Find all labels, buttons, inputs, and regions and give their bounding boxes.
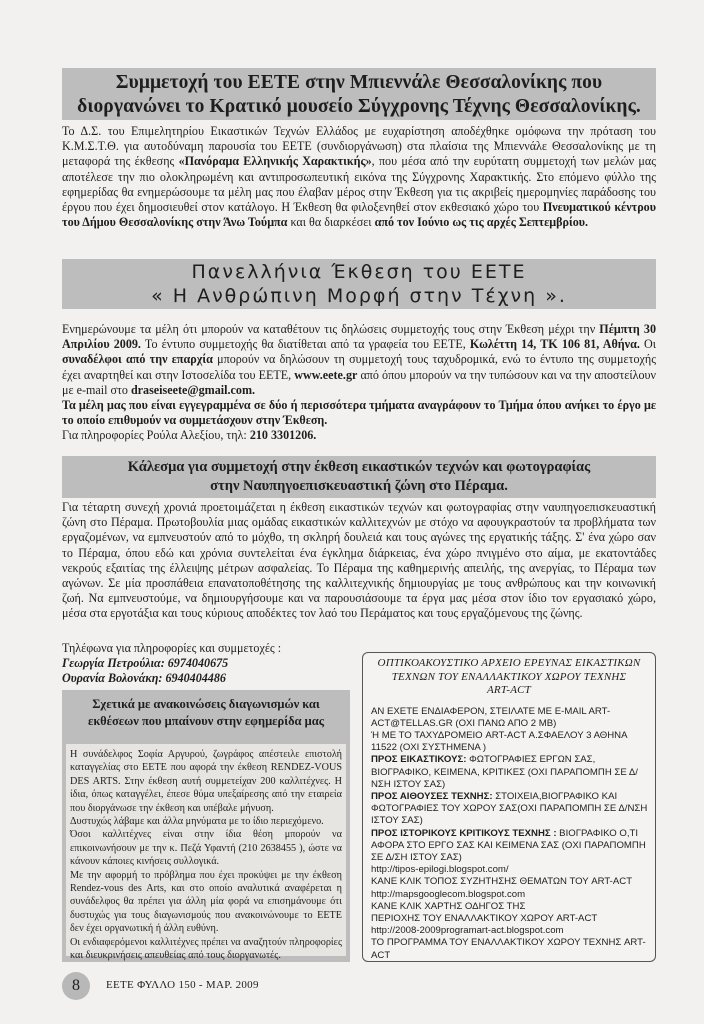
notice-paragraph: Όσοι καλλιτέχνες είναι στην ίδια θέση μπορούν να επικοινωνήσουν με την κ. Πεζά Υφαντή (210 2638455 ), ώστε να κάνουν κάποιες κινήσεις συλλογικά. [70,829,342,868]
footer-text: ΕΕΤΕ ΦΥΛΛΟ 150 - ΜΑΡ. 2009 [106,979,259,991]
art-act-link[interactable]: http://mapsgooglecom.blogspot.com [371,888,526,900]
exhibition-name: «Πανόραμα Ελληνικής Χαρακτικής» [178,154,372,169]
art-act-link-label: ΤΟ ΠΡΟΓΡΑΜΜΑ ΤΟΥ ΕΝΑΛΛΑΚΤΙΚΟΥ ΧΩΡΟΥ ΤΕΧΝΗΣ ART-ACT [371,937,646,961]
notice-paragraph: Οι ενδιαφερόμενοι καλλιτέχνες πρέπει να αναζητούν πληροφορίες και διευκρινήσεις απευθείας από τους διοργανωτές. [70,936,342,962]
section2-heading [62,259,656,309]
section2-text: Το έντυπο συμμετοχής θα διατίθεται από τα γραφεία του ΕΕΤΕ, [140,337,470,352]
art-act-line: ΦΩΤΟΓΡΑΦΙΕΣ ΕΡΓΩΝ ΣΑΣ, ΒΙΟΓΡΑΦΙΚΟ, ΚΕΙΜΕΝΑ, ΚΡΙΤΙΚΕΣ (ΟΧΙ ΠΑΡΑΠΟΜΠΗ ΣΕ Δ/ΝΣΗ ΙΣΤΟΥ ΣΑΣ) [371,754,638,790]
deadline-date: Πέμπτη 30 Απριλίου 2009. [62,322,656,352]
notice-box [62,690,350,962]
notice-title [62,690,350,738]
notice-body [66,744,346,962]
notice-paragraph: Δυστυχώς λάβαμε και άλλα μηνύματα με το ίδιο περιεχόμενο. [70,816,324,828]
section1-heading [62,68,656,120]
section1-text: , που μέσα από την ευρύτατη συμμετοχή των μελών μας αποτέλεσε την πιο ολοκληρωμένη και αντιπροσωπευτική εικόνα της Σύγχρονης Χαρακτικής. Στο επόμενο φύλλο της εφημερίδας θα ενημερώσουμε τα μέλη μας που έλαβαν μέρος στην Έκθεση για τις ακριβείς ημερομηνίες παράδοσης του έργου που έχει δημοσιευθεί στον κατάλογο. Η Έκθεση θα φιλοξενηθεί στον εκθεσιακό χώρο του [62,154,656,215]
section2-text: από όπου μπορούν να την τυπώσουν και να την αποστείλουν με e-mail στο [62,367,656,397]
province-members: συναδέλφοι από την επαρχία [62,352,213,367]
section3-heading-line2: στην Ναυπηγοεπισκευαστική ζώνη στο Πέραμα. [210,478,508,494]
section2-note: Τα μέλη μας που είναι εγγεγραμμένα σε δύο ή περισσότερα τμήματα αναγράφουν το Τμήμα όπου ανήκει το έργο με το οποίο επιθυμούν να συμμετάσχουν στην Έκθεση. [62,398,656,428]
section1-text: και θα διαρκέσει [287,215,375,230]
art-act-label: ΠΡΟΣ ΕΙΚΑΣΤΙΚΟΥΣ: [371,754,467,766]
art-act-link-label: ΠΕΡΙΟΧΗΣ ΤΟΥ ΕΝΑΛΛΑΚΤΙΚΟΥ ΧΩΡΟΥ ART-ACT [371,912,598,924]
art-act-line: ΣΤΟΙΧΕΙΑ,ΒΙΟΓΡΑΦΙΚΟ ΚΑΙ ΦΩΤΟΓΡΑΦΙΕΣ ΤΟΥ ΧΩΡΟΥ ΣΑΣ(ΟΧΙ ΠΑΡΑΠΟΜΠΗ ΣΕ Δ/ΝΣΗ ΙΣΤΟΥ ΣΑΣ) [371,790,648,827]
section2-text: Οι [639,337,656,352]
exhibition-dates: από τον Ιούνιο ως τις αρχές Σεπτεμβρίου. [374,215,589,230]
art-act-title-line1: ΟΠΤΙΚΟΑΚΟΥΣΤΙΚΟ ΑΡΧΕΙΟ ΕΡΕΥΝΑΣ ΕΙΚΑΣΤΙΚΩΝ [377,657,641,669]
section2-text: Για πληροφορίες Ρούλα Αλεξίου, τηλ: [62,428,250,443]
section2-heading-line1: Πανελλήνια Έκθεση του ΕΕΤΕ [191,261,527,283]
notice-title-line1: Σχετικά με ανακοινώσεις διαγωνισμών και [92,697,320,711]
contact-2: Ουρανία Βολονάκη: 6940404486 [62,671,226,686]
art-act-title [363,653,655,698]
art-act-link[interactable]: http://2008-2009programart-act.blogspot.com [371,925,564,937]
office-address: Κωλέττη 14, ΤΚ 106 81, Αθήνα. [469,337,640,352]
section1-text: Το Δ.Σ. του Επιμελητηρίου Εικαστικών Τεχνών Ελλάδος με ευχαρίστηση αποδέχθηκε ομόφωνα την πρόταση του Κ.Μ.Σ.Τ.Θ. για αυτοδύναμη παρουσία του ΕΕΤΕ (συνδιοργάνωση) στα πλαίσια της Μπιεννάλε Θεσσαλονίκης με τη μεταφορά της έκθεσης [62,124,656,169]
section2-text: μπορούν να δηλώσουν τη συμμετοχή τους ταχυδρομικά, ενώ το έντυπο της συμμετοχής έχει αναρτηθεί και στην Ιστοσελίδα του ΕΕΤΕ, [62,352,656,382]
art-act-line: Ή ΜΕ ΤΟ ΤΑΧΥΔΡΟΜΕΙΟ ART-ACT Α.ΣΦΑΕΛΟΥ 3 ΑΘΗΝΑ 11522 (ΟΧΙ ΣΥΣΤΗΜΕΝΑ ) [371,729,627,754]
contact-1: Γεωργία Πετρούλια: 6974040675 [62,656,229,671]
section3-heading-line1: Κάλεσμα για συμμετοχή στην έκθεση εικαστικών τεχνών και φωτογραφίας [127,459,591,475]
notice-paragraph: Με την αφορμή το πρόβλημα που έχει προκύψει με την έκθεση Rendez-vous des Arts, και στο οποίο αναλυτικά αναφέρεται η συνάδελφος θα πρέπει για άλλη μία φορά να επισημάνουμε ότι δυστυχώς για τους διαγωνισμούς που ανακοινώνουμε το ΕΕΤΕ δεν έχει οργανωτική ή άλλη ευθύνη. [70,869,342,935]
art-act-line: ΒΙΟΓΡΑΦΙΚΟ Ο,ΤΙ ΑΦΟΡΑ ΣΤΟ ΕΡΓΟ ΣΑΣ ΚΑΙ ΚΕΙΜΕΝΑ ΣΑΣ (ΟΧΙ ΠΑΡΑΠΟΜΠΗ ΣΕ Δ/ΣΗ ΙΣΤΟΥ ΣΑΣ) [371,827,646,863]
section1-body [62,124,656,230]
page-number: 8 [62,972,90,1000]
section1-heading-line2: διοργανώνει το Κρατικό μουσείο Σύγχρονης Τέχνης Θεσσαλονίκης. [77,96,641,117]
art-act-label: ΠΡΟΣ ΙΣΤΟΡΙΚΟΥΣ ΚΡΙΤΙΚΟΥΣ ΤΕΧΝΗΣ : [371,827,557,839]
section2-text: Ενημερώνουμε τα μέλη ότι μπορούν να καταθέτουν τις δηλώσεις συμμετοχής τους στην Έκθεση μέχρι την [62,322,600,336]
art-act-title-line2: ΤΕΧΝΩΝ ΤΟΥ ΕΝΑΛΛΑΚΤΙΚΟΥ ΧΩΡΟΥ ΤΕΧΝΗΣ [391,670,627,683]
section2-body [62,322,656,444]
venue-name: Πνευματικού κέντρου του Δήμου Θεσσαλονίκης στην Άνω Τούμπα [62,200,656,230]
art-act-line: ΑΝ ΕΧΕΤΕ ΕΝΔΙΑΦΕΡΟΝ, ΣΤΕΙΛΑΤΕ ΜΕ E-MAIL ART-ACT@TELLAS.GR (ΟΧΙ ΠΑΝΩ ΑΠΟ 2 MB) [371,705,611,729]
notice-title-line2: εκθέσεων που μπαίνουν στην εφημερίδα μας [87,714,324,728]
phones-intro: Τηλέφωνα για πληροφορίες και συμμετοχές : [62,641,282,655]
email-link[interactable]: draseiseete@gmail.com. [130,382,256,397]
website-link[interactable]: www.eete.gr [294,367,358,382]
section3-heading [62,456,656,498]
page-footer [62,972,362,1002]
art-act-link-label: ΚΑΝΕ ΚΛΙΚ ΤΟΠΟΣ ΣΥΖΗΤΗΣΗΣ ΘΕΜΑΤΩΝ ΤΟΥ ART-ACT [371,876,633,888]
info-phone: 210 3301206. [249,428,317,443]
section1-heading-line1: Συμμετοχή του ΕΕΤΕ στην Μπιεννάλε Θεσσαλονίκης που [115,72,603,93]
art-act-link-label: ΚΑΝΕ ΚΛΙΚ ΧΑΡΤΗΣ ΟΔΗΓΟΣ ΤΗΣ [371,900,526,912]
contacts-block [62,641,382,687]
art-act-link[interactable]: http://tipos-epilogi.blogspot.com/ [371,864,509,876]
art-act-body [363,698,655,962]
art-act-title-line3: ART-ACT [487,684,531,696]
art-act-label: ΠΡΟΣ ΑΙΘΟΥΣΕΣ ΤΕΧΝΗΣ: [371,790,493,802]
section3-body: Για τέταρτη συνεχή χρονιά προετοιμάζεται η έκθεση εικαστικών τεχνών και φωτογραφίας στην ναυπηγοεπισκευαστική ζώνη στο Πέραμα. Πρωτοβουλία μιας ομάδας εικαστικών καλλιτεχνών με στόχο να αφουγκραστούν τα προβλήματα των εργαζομένων, να εμπνευστούν από το μόχθο, τη σκληρή δουλειά και τους αγώνες της εργατικής τάξης. Σ' ένα χώρο σαν το Πέραμα, όπου εδώ και χρόνια συντελείται ένα έγκλημα διάρκειας, ένα χώρο πνιγμένο στο αίμα, με εκατοντάδες νεκρούς εξαιτίας της έλλειψης μέτρων ασφαλείας. Το Πέραμα της καθημερινής απειλής, της ανεργίας, το Πέραμα των αγώνων. Σε μία προσπάθεια επανατοποθέτησης της καλλιτεχνικής δημιουργίας με τους ανθρώπους και την κοινωνική ζωή. Να εμπνευστούμε, να δημιουργήσουμε και να παρουσιάσουμε τα έργα μας μέσα στον ίδιο τον εργασιακό χώρο, μέσα στα εργοτάξια και τους κύριους αποδέκτες τον λαό του Περάματος και τους εργαζόμενους της ζώνης. [62,500,656,621]
art-act-box [362,652,656,962]
section2-heading-line2: « Η Ανθρώπινη Μορφή στην Τέχνη ». [151,285,567,307]
notice-paragraph: Η συνάδελφος Σοφία Αργυρού, ζωγράφος απέστειλε επιστολή καταγγελίας στο ΕΕΤΕ που αφορά την έκθεση RENDEZ-VOUS DES ARTS. Στην έκθεση αυτή συμμετείχαν 200 καλλιτέχνες. Η ίδια, όπως καταγγέλει, έπεσε θύμα υπεξαίρεσης από την εταιρεία που διοργάνωσε την έκθεση και υπέβαλε μήνυση. [70,749,342,814]
